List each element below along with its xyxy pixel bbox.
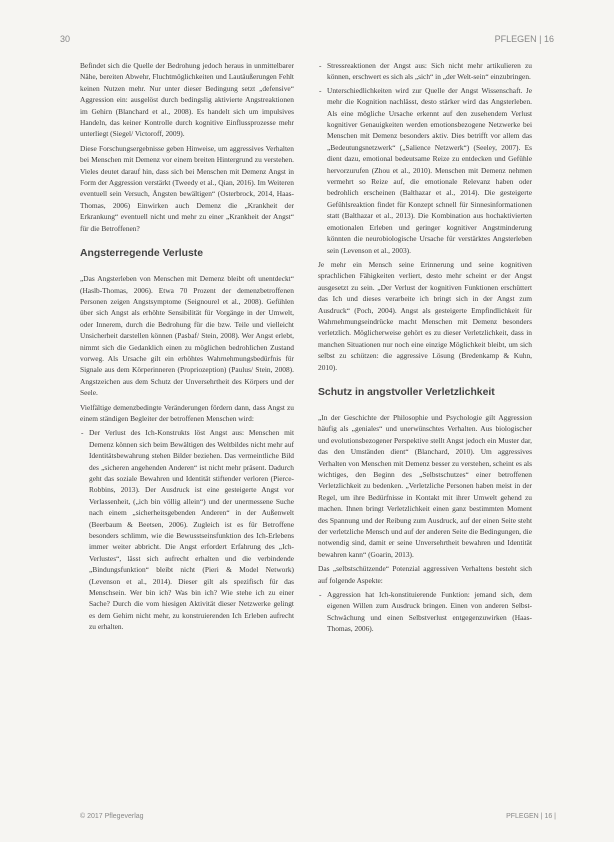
section-heading: Schutz in angstvoller Verletzlichkeit bbox=[318, 386, 495, 398]
bullet-list bbox=[318, 60, 532, 256]
bullet-list bbox=[80, 427, 294, 632]
list-item: - Der Verlust des Ich-Konstrukts löst Angst aus: Menschen mit Demenz können sich beim Bewältigen des Weltbildes nicht mehr auf Identitätsbewahrung stehen Bilder beziehen. Das vermeintliche Bild des „sicheren angehenden Anderen“ ist nicht mehr präsent. Dadurch geht das soziale Bewahren und Identität stiftender verloren (Pierce-Robbins, 2013). Der Ausdruck ist eine gesteigerte Angst vor Verlassenheit, („ich bin völlig allein“) und der unermessene Suche nach einem „sicherheitsgebenden Anderen“ in der Außenwelt (Beerbaum & Beetsen, 2006). Zugleich ist es für Betroffene besonders schlimm, wie die Bewusstseinsfunktion des Ich-Erlebens immer weiter abbricht. Die Angst erfordert Erfahrung des „Ich-Verlustes“, lässt sich aufrecht erhalten und die verbindende „Bindungsfunktion“ bleibt nicht (Pieri & Model Network) (Levenson et al., 2014). Dieser gilt als spezifisch für das Menschsein. Wer bin ich? Was bin ich? Wie stehe ich zu einer Sache? Durch die vom hiesigen Aktivität dieser Netzwerke gelingt es dem Gehirn nicht mehr, zu konstruierenden Ich Erleben aufrecht zu erhalten. bbox=[89, 427, 294, 632]
footer-issue: PFLEGEN | 16 | bbox=[506, 813, 556, 820]
body-paragraph: Je mehr ein Mensch seine Erinnerung und seine kognitiven sprachlichen Fähigkeiten verliert, desto mehr scheint er der Angst ausgesetzt zu sein. „Der Verlust der kognitiven Funktionen erschüttert das Ich und dieses verarbeite ich bringt sich in der Angst zum Ausdruck“ (Poch, 2004). Angst als gesteigerte Empfindlichkeit für Wahrnehmungseindrücke macht Menschen mit Demenz besonders verletzlich. Möglicherweise gehört es zu dieser Verletzlichkeit, dass in manchen Situationen nur noch eine einzige Möglichkeit bleibt, um sich selbst zu schützen: die aggressive Lösung (Bredenkamp & Kuhn, 2010). bbox=[318, 259, 532, 372]
list-item: - Stressreaktionen der Angst aus: Sich nicht mehr artikulieren zu können, erschwert es sich als „sich“ in „der Welt-sein“ einzubringen. bbox=[327, 60, 532, 83]
right-column bbox=[318, 60, 532, 638]
running-head: PFLEGEN | 16 bbox=[494, 34, 554, 44]
bullet-list bbox=[318, 589, 532, 635]
body-paragraph: Diese Forschungsergebnisse geben Hinweise, um aggressives Verhalten bei Menschen mit Demenz vor einem breiten Hintergrund zu verstehen. Vieles deutet darauf hin, dass sich bei Menschen mit Demenz Angst in Form der Aggression verstärkt (Tweedy et al., Qian, 2016). Im Weiteren eventuell sein Versuch, Ängsten bewältigen“ (Osterbrock, 2014, Haas-Thomas, 2006) Einwirken auch Demenz die „Krankheit der Erkrankung“ eventuell nicht und mehr zu einer „Krankheit der Angst“ für die Betroffenen? bbox=[80, 143, 294, 233]
footer-publisher: © 2017 Pflegeverlag bbox=[80, 813, 144, 820]
body-paragraph: „Das Angsterleben von Menschen mit Demenz bleibt oft unentdeckt“ (Haslb-Thomas, 2006). Etwa 70 Prozent der demenzbetroffenen Personen zeigen Angstsymptome (Seignourel et al., 2008). Gefühlen über sich Angst als erhöhte Sensibilität für Vorgänge in der Umwelt, oder Innerem, durch die Bedrohung für die bzw. Teile und vielleicht Unsicherheit darstellen können (Pasbaf/ Stein, 2008). Wer Angst erlebt, nimmt sich die Gedanklich einen zu möglichen bedrohlichen Zustand vorweg. Als Ursache gilt ein erhöhtes Wahrnehmungsbedürfnis für Signale aus dem Körperinneren (Propriozeption) (Paulus/ Stein, 2008). Angstzeichen aus dem Schutz der Unversehrtheit des Körpers und der Seele. bbox=[80, 274, 294, 398]
body-paragraph: Das „selbstschützende“ Potenzial aggressiven Verhaltens besteht sich auf folgende Aspekte: bbox=[318, 564, 532, 585]
section-heading: Angsterregende Verluste bbox=[80, 248, 203, 260]
list-item: - Aggression hat Ich-konstituierende Funktion: jemand sich, dem eigenen Willen zum Ausdruck bringen. Einen von anderen Selbst-Schwächung und einen Selbstverlust entgegenzuwirken (Haas-Thomas, 2006). bbox=[327, 589, 532, 635]
body-paragraph: Vielfältige demenzbedingte Veränderungen fördern dann, dass Angst zu einem ständigen Begleiter der betroffenen Menschen wird: bbox=[80, 402, 294, 423]
list-item: - Unterschiedlichkeiten wird zur Quelle der Angst Wissenschaft. Je mehr die Kognition nachlässt, desto stärker wird das Angsterleben. Als eine mögliche Ursache erkennt auf den zusehendem Verlust kognitiver Genauigkeiten werden emotionsbezogene Netzwerke bei Menschen mit Demenz besonders aktiv. Dies betrifft vor allem das „Bedeutungsnetzwerk“ („Salience Netzwerk“) (Seeley, 2007). Es dient dazu, emotional bedeutsame Reize zu entdecken und Gefühle hervorzurufen (Zhou et al., 2010). Menschen mit Demenz nehmen vermehrt so Reize auf, die emotionale Relevanz haben oder bedrohlich erscheinen (Balthazar et al., 2014). Die gesteigerte Gefühlsreaktion findet für Konzept schnell für Sinnesinformationen statt (Balthazar et al., 2013). Die Kombination aus hochaktivierten emotionalen Erleben und geringer kognitiver Angstminderung könnten die neurobiologische Ursache für verstärktes Angsterleben sein (Levenson et al., 2003). bbox=[327, 85, 532, 256]
left-column bbox=[80, 60, 294, 636]
body-paragraph: „In der Geschichte der Philosophie und Psychologie gilt Aggression häufig als „geniales“ und unerwünschtes Verhalten. Aus biologischer und evolutionsbezogener Perspektive stellt Angst jedoch ein Muster dar, das den Umständen dient“ (Blanchard, 2010). Um aggressives Verhalten von Menschen mit Demenz besser zu verstehen, scheint es als wichtiges, den Beginn des „Selbstschutzes“ einer betroffenen Verletzlichkeit zu bedenken. „Verletzliche Personen haben meist in der Regel, um ihre Bedürfnisse in Kontakt mit ihrer Umwelt gehend zu machen. Ihnen bringt Verletzlichkeit einen ganz bestimmten Moment des Spannung und der Reibung zum Ausdruck, auf der einen Seite steht der verletzliche Mensch und auf der anderen Seite die Bedingungen, die notwendig sind, damit er seine Unversehrtheit bewahren und Identität bewahren kann“ (Goarin, 2013). bbox=[318, 412, 532, 559]
body-paragraph: Befindet sich die Quelle der Bedrohung jedoch heraus in unmittelbarer Nähe, bereiten Abwehr, Fluchtmöglichkeiten und Lautäußerungen Fehlt keinen Nutzen mehr. Nur unter dieser Bedingung setzt „defensive“ Aggression ein: ausgelöst durch bedingslig aktivierte Angstreaktionen im Gehirn (Blanchard et al., 2008). Es handelt sich um impulsives Handeln, das keiner Kontrolle durch kognitive Einflussprozesse mehr unterliegt (Siegel/ Victoroff, 2009). bbox=[80, 61, 294, 139]
page-number: 30 bbox=[60, 34, 71, 44]
